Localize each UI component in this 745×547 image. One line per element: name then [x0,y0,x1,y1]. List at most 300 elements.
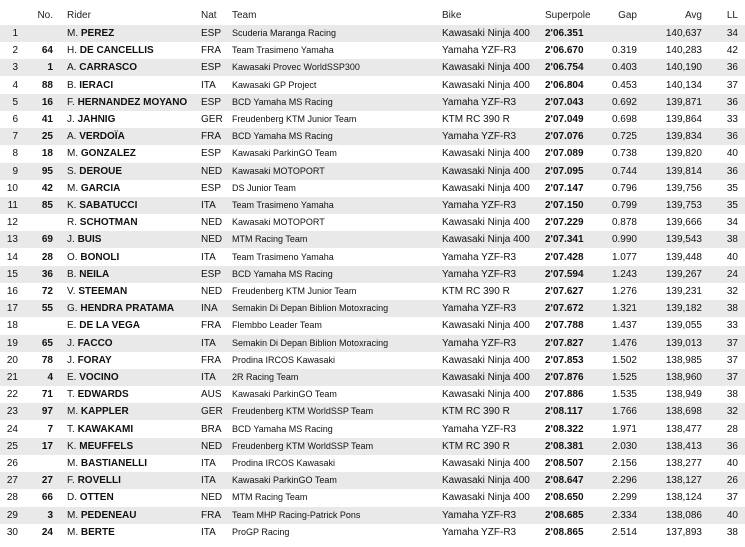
avg-speed-cell: 139,182 [665,303,702,315]
avg-speed-cell: 140,134 [665,79,702,91]
position-cell: 24 [6,423,18,435]
last-lap-cell: 34 [726,28,738,39]
gap-cell: 1.276 [611,286,637,297]
rider-initial: F. [67,96,75,108]
rider-initial: A. [67,62,77,74]
last-lap-cell: 37 [726,354,738,366]
table-row [0,489,745,506]
superpole-time-cell: 2'07.341 [545,234,584,246]
nationality-cell: INA [201,303,218,315]
gap-cell: 0.878 [611,217,637,229]
last-lap-cell: 38 [726,526,738,538]
number-cell: 97 [41,406,53,418]
rider-initial: M. [67,458,79,469]
team-cell: Kawasaki ParkinGO Team [232,148,337,159]
rider-surname: VERDOÏA [79,131,125,143]
rider-initial: E. [67,320,77,332]
position-cell: 12 [6,217,18,229]
rider-initial: V. [67,286,76,297]
header-nat: Nat [201,10,217,21]
nationality-cell: NED [201,492,223,504]
avg-speed-cell: 139,756 [665,182,702,194]
rider-cell [67,111,115,128]
rider-cell [67,489,114,506]
table-row [0,231,745,248]
rider-surname: IERACI [79,79,114,91]
team-cell: Semakin Di Depan Biblion Motoxracing [232,303,389,314]
rider-cell [67,94,187,111]
header-avg: Avg [684,10,702,21]
bike-cell: Kawasaki Ninja 400 [442,148,530,160]
nationality-cell: ITA [201,337,216,349]
rider-initial: F. [67,475,75,487]
rider-surname: BASTIANELLI [80,458,147,469]
rider-surname: HERNANDEZ MOYANO [77,96,188,108]
avg-speed-cell: 138,413 [665,440,702,452]
rider-surname: KAWAKAMI [77,423,134,435]
table-row [0,352,745,369]
avg-speed-cell: 139,267 [665,268,702,280]
superpole-time-cell: 2'08.117 [545,406,583,418]
team-cell: Kawasaki Provec WorldSSP300 [232,62,360,73]
rider-initial: J. [67,114,75,125]
rider-surname: CARRASCO [79,62,138,74]
position-cell: 5 [12,96,18,108]
team-cell: 2R Racing Team [232,372,299,382]
rider-initial: J. [67,354,75,366]
position-cell: 28 [6,492,18,504]
team-cell: Flembbo Leader Team [232,320,322,331]
table-row [0,472,745,489]
number-cell: 72 [41,286,53,297]
position-cell: 14 [6,251,18,263]
superpole-time-cell: 2'07.089 [545,148,584,160]
avg-speed-cell: 140,637 [665,28,702,39]
last-lap-cell: 32 [726,286,738,297]
rider-initial: J. [67,234,75,246]
nationality-cell: ESP [201,62,222,74]
rider-surname: BUIS [77,234,102,246]
rider-cell [67,455,147,472]
table-row [0,524,745,541]
team-cell: Semakin Di Depan Biblion Motoxracing [232,337,389,348]
table-row [0,317,745,334]
rider-cell [67,163,122,180]
table-row [0,77,745,94]
position-cell: 4 [12,79,18,91]
rider-initial: M. [67,406,79,418]
rider-cell [67,438,133,455]
rider-cell [67,317,140,334]
nationality-cell: ESP [201,96,222,108]
nationality-cell: ESP [201,182,222,194]
team-cell: BCD Yamaha MS Racing [232,268,333,279]
avg-speed-cell: 138,477 [665,423,702,435]
number-cell: 16 [41,96,53,108]
last-lap-cell: 36 [726,440,738,452]
team-cell: ProGP Racing [232,526,290,537]
superpole-time-cell: 2'07.788 [545,320,584,332]
gap-cell: 0.319 [611,45,637,57]
position-cell: 19 [6,337,18,349]
avg-speed-cell: 139,543 [665,234,702,246]
bike-cell: Yamaha YZF-R3 [442,131,517,143]
avg-speed-cell: 139,666 [665,217,702,229]
team-cell: Freudenberg KTM WorldSSP Team [232,406,374,417]
gap-cell: 2.296 [611,475,637,487]
header-rider: Rider [67,10,91,21]
number-cell: 4 [47,372,53,383]
team-cell: Scuderia Maranga Racing [232,28,337,38]
rider-initial: M. [67,526,79,538]
bike-cell: Yamaha YZF-R3 [442,423,517,435]
last-lap-cell: 35 [726,200,738,211]
team-cell: Kawasaki ParkinGO Team [232,389,337,400]
position-cell: 15 [6,268,18,280]
last-lap-cell: 42 [726,45,738,57]
team-cell: Team Trasimeno Yamaha [232,251,334,262]
header-superpole: Superpole [545,10,591,21]
team-cell: Prodina IRCOS Kawasaki [232,354,336,365]
number-cell: 24 [41,526,53,538]
bike-cell: Kawasaki Ninja 400 [442,458,530,469]
avg-speed-cell: 138,124 [665,492,702,504]
superpole-time-cell: 2'07.827 [545,337,584,349]
rider-surname: DE LA VEGA [79,320,140,332]
bike-cell: Kawasaki Ninja 400 [442,234,530,246]
rider-cell [67,421,133,438]
bike-cell: Kawasaki Ninja 400 [442,320,530,332]
last-lap-cell: 40 [726,509,738,521]
last-lap-cell: 36 [726,96,738,108]
bike-cell: KTM RC 390 R [442,286,510,297]
bike-cell: KTM RC 390 R [442,406,510,418]
gap-cell: 0.692 [611,96,637,108]
bike-cell: Kawasaki Ninja 400 [442,354,530,366]
last-lap-cell: 40 [726,458,738,469]
avg-speed-cell: 139,013 [665,337,702,349]
number-cell: 69 [41,234,53,246]
rider-initial: R. [67,217,77,229]
superpole-time-cell: 2'08.507 [545,458,584,469]
rider-surname: EDWARDS [77,389,129,401]
superpole-time-cell: 2'08.650 [545,492,584,504]
last-lap-cell: 37 [726,337,738,349]
position-cell: 22 [6,389,18,401]
number-cell: 85 [41,200,53,211]
rider-initial: M. [67,509,79,521]
rider-cell [67,352,112,369]
superpole-time-cell: 2'07.095 [545,165,584,177]
team-cell: Kawasaki GP Project [232,79,317,90]
bike-cell: KTM RC 390 R [442,114,510,125]
number-cell: 3 [47,509,53,521]
header-ll: LL [726,10,738,21]
bike-cell: Kawasaki Ninja 400 [442,79,530,91]
avg-speed-cell: 139,871 [665,96,702,108]
rider-initial: S. [67,165,77,177]
team-cell: Freudenberg KTM Junior Team [232,114,357,124]
last-lap-cell: 38 [726,234,738,246]
superpole-time-cell: 2'06.804 [545,79,584,91]
nationality-cell: ITA [201,475,216,487]
superpole-time-cell: 2'06.754 [545,62,584,74]
table-row [0,369,745,386]
rider-cell [67,42,154,59]
position-cell: 17 [6,303,18,315]
avg-speed-cell: 138,960 [665,372,702,383]
rider-cell [67,25,114,42]
last-lap-cell: 33 [726,320,738,332]
rider-cell [67,214,138,231]
table-row [0,266,745,283]
rider-cell [67,266,109,283]
bike-cell: Yamaha YZF-R3 [442,509,517,521]
superpole-time-cell: 2'07.876 [545,372,584,383]
bike-cell: Yamaha YZF-R3 [442,251,517,263]
last-lap-cell: 37 [726,372,738,383]
bike-cell: Kawasaki Ninja 400 [442,389,530,401]
table-header [0,8,745,24]
superpole-time-cell: 2'07.594 [545,268,584,280]
number-cell: 95 [41,165,53,177]
rider-surname: DEROUE [79,165,123,177]
rider-cell [67,59,137,76]
rider-cell [67,386,129,403]
rider-initial: B. [67,79,77,91]
nationality-cell: GER [201,406,223,418]
number-cell: 17 [41,440,53,452]
rider-surname: VOCINO [79,372,119,383]
superpole-time-cell: 2'07.229 [545,217,584,229]
gap-cell: 0.453 [611,79,637,91]
avg-speed-cell: 139,448 [665,251,702,263]
rider-surname: STEEMAN [78,286,128,297]
rider-surname: PEDENEAU [80,509,137,521]
nationality-cell: ESP [201,148,222,160]
nationality-cell: FRA [201,509,221,521]
number-cell: 71 [41,389,53,401]
last-lap-cell: 38 [726,303,738,315]
rider-surname: ROVELLI [77,475,121,487]
gap-cell: 1.766 [611,406,637,418]
rider-surname: FACCO [77,337,113,349]
nationality-cell: ITA [201,526,216,538]
bike-cell: Kawasaki Ninja 400 [442,28,530,39]
number-cell: 1 [47,62,53,74]
avg-speed-cell: 139,864 [665,114,702,125]
nationality-cell: ITA [201,458,216,469]
nationality-cell: NED [201,286,223,297]
last-lap-cell: 37 [726,492,738,504]
header-team: Team [232,10,257,21]
avg-speed-cell: 140,283 [665,45,702,57]
last-lap-cell: 36 [726,131,738,143]
avg-speed-cell: 139,753 [665,200,702,211]
table-row [0,111,745,128]
gap-cell: 1.535 [611,389,637,401]
team-cell: Kawasaki MOTOPORT [232,217,325,228]
table-row [0,163,745,180]
nationality-cell: NED [201,440,223,452]
rider-initial: M. [67,28,79,39]
nationality-cell: ITA [201,79,216,91]
rider-surname: DE CANCELLIS [79,45,154,57]
table-row [0,335,745,352]
rider-cell [67,507,136,524]
bike-cell: Yamaha YZF-R3 [442,45,517,57]
avg-speed-cell: 138,698 [665,406,702,418]
rider-initial: G. [67,303,78,315]
position-cell: 27 [6,475,18,487]
team-cell: Prodina IRCOS Kawasaki [232,458,336,468]
rider-cell [67,524,115,541]
gap-cell: 1.525 [611,372,637,383]
rider-surname: JAHNIG [77,114,116,125]
superpole-time-cell: 2'07.150 [545,200,584,211]
bike-cell: KTM RC 390 R [442,440,510,452]
number-cell: 18 [41,148,53,160]
rider-initial: D. [67,492,77,504]
rider-initial: B. [67,268,77,280]
team-cell: Freudenberg KTM Junior Team [232,286,357,296]
position-cell: 13 [6,234,18,246]
gap-cell: 2.030 [611,440,637,452]
rider-cell [67,77,113,94]
last-lap-cell: 33 [726,114,738,125]
nationality-cell: ITA [201,200,216,211]
bike-cell: Yamaha YZF-R3 [442,337,517,349]
avg-speed-cell: 138,127 [665,475,702,487]
number-cell: 25 [41,131,53,143]
rider-surname: NEILA [79,268,110,280]
position-cell: 18 [6,320,18,332]
table-row [0,300,745,317]
gap-cell: 1.476 [611,337,637,349]
rider-cell [67,197,137,214]
rider-surname: MEUFFELS [79,440,134,452]
rider-cell [67,472,121,489]
table-row [0,197,745,214]
gap-cell: 2.334 [611,509,637,521]
table-row [0,455,745,472]
rider-surname: OTTEN [79,492,114,504]
table-row [0,25,745,42]
last-lap-cell: 35 [726,182,738,194]
last-lap-cell: 32 [726,406,738,418]
rider-surname: HENDRA PRATAMA [80,303,175,315]
avg-speed-cell: 137,893 [665,526,702,538]
rider-cell [67,300,174,317]
table-row [0,249,745,266]
table-row [0,386,745,403]
superpole-time-cell: 2'08.381 [545,440,584,452]
nationality-cell: ITA [201,372,216,383]
table-row [0,59,745,76]
position-cell: 1 [12,28,18,39]
superpole-time-cell: 2'07.886 [545,389,584,401]
position-cell: 11 [7,200,18,211]
table-row [0,421,745,438]
rider-cell [67,231,101,248]
gap-cell: 1.502 [611,354,637,366]
gap-cell: 0.796 [611,182,637,194]
superpole-time-cell: 2'07.043 [545,96,584,108]
avg-speed-cell: 140,190 [665,62,702,74]
bike-cell: Kawasaki Ninja 400 [442,182,530,194]
gap-cell: 0.738 [611,148,637,160]
number-cell: 27 [41,475,53,487]
table-row [0,128,745,145]
bike-cell: Yamaha YZF-R3 [442,303,517,315]
bike-cell: Yamaha YZF-R3 [442,526,517,538]
table-row [0,42,745,59]
gap-cell: 0.744 [611,165,637,177]
bike-cell: Kawasaki Ninja 400 [442,492,530,504]
superpole-time-cell: 2'07.428 [545,251,584,263]
table-row [0,438,745,455]
nationality-cell: AUS [201,389,222,401]
header-gap: Gap [618,10,637,21]
header-number: No. [37,10,53,21]
nationality-cell: FRA [201,320,221,332]
number-cell: 41 [41,114,53,125]
number-cell: 66 [41,492,53,504]
nationality-cell: ESP [201,28,222,39]
bike-cell: Yamaha YZF-R3 [442,96,517,108]
number-cell: 55 [41,303,53,315]
team-cell: DS Junior Team [232,182,296,193]
bike-cell: Yamaha YZF-R3 [442,200,517,211]
gap-cell: 1.321 [611,303,637,315]
rider-surname: KAPPLER [80,406,129,418]
last-lap-cell: 40 [726,148,738,160]
table-row [0,214,745,231]
rider-initial: O. [67,251,78,263]
rider-cell [67,249,119,266]
number-cell: 7 [47,423,53,435]
rider-initial: K. [67,440,77,452]
last-lap-cell: 38 [726,389,738,401]
team-cell: Kawasaki ParkinGO Team [232,475,337,486]
superpole-time-cell: 2'08.647 [545,475,584,487]
avg-speed-cell: 139,834 [665,131,702,143]
superpole-time-cell: 2'06.670 [545,45,584,57]
position-cell: 6 [12,114,18,125]
avg-speed-cell: 139,820 [665,148,702,160]
rider-surname: BERTE [80,526,115,538]
team-cell: MTM Racing Team [232,234,308,245]
position-cell: 7 [12,131,18,143]
gap-cell: 1.971 [611,423,637,435]
rider-surname: GARCIA [80,182,121,194]
last-lap-cell: 36 [726,165,738,177]
rider-initial: M. [67,182,79,194]
position-cell: 26 [6,458,18,469]
bike-cell: Kawasaki Ninja 400 [442,475,530,487]
gap-cell: 2.156 [611,458,637,469]
team-cell: MTM Racing Team [232,492,308,503]
rider-initial: T. [67,389,75,401]
position-cell: 9 [12,165,18,177]
nationality-cell: NED [201,217,223,229]
gap-cell: 2.299 [611,492,637,504]
rider-initial: J. [67,337,75,349]
nationality-cell: FRA [201,354,221,366]
position-cell: 21 [6,372,18,383]
avg-speed-cell: 139,231 [665,286,702,297]
number-cell: 88 [41,79,53,91]
